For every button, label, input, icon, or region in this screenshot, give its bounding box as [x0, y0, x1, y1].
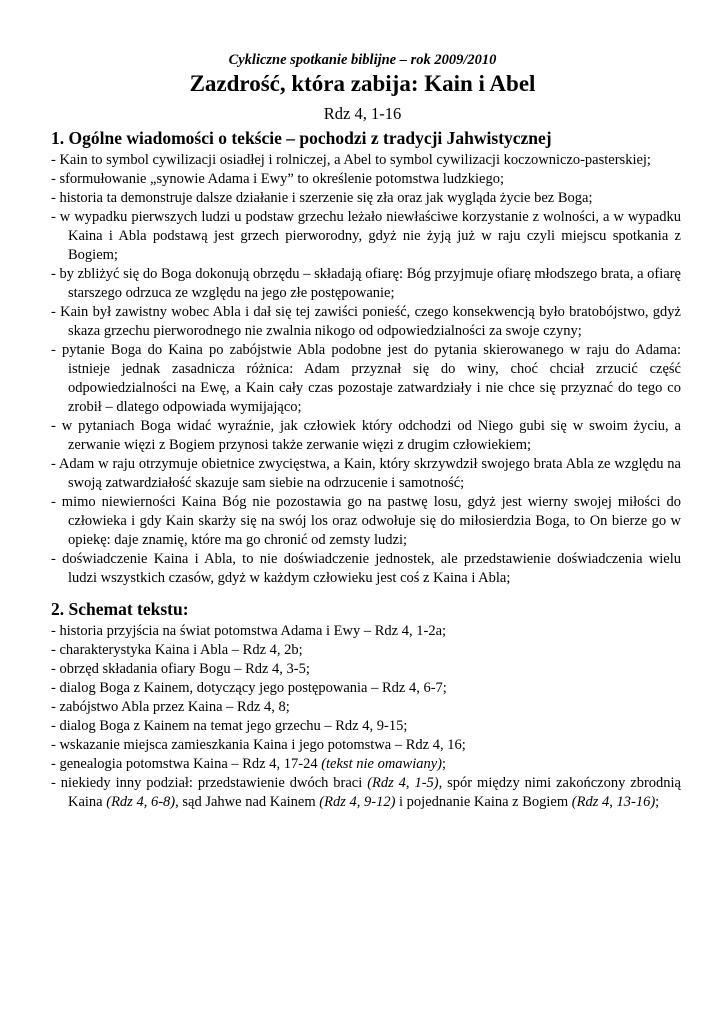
list-item: - sformułowanie „synowie Adama i Ewy” to określenie potomstwa ludzkiego; — [51, 171, 505, 187]
list-item-genealogy — [51, 755, 681, 774]
document-subtitle: Cykliczne spotkanie biblijne – rok 2009/2010 — [228, 52, 497, 68]
document-title: Zazdrość, która zabija: Kain i Abel — [189, 71, 536, 96]
scripture-reference: Rdz 4, 1-16 — [323, 104, 402, 123]
section-text-schema — [51, 598, 681, 812]
list-item: - Adam w raju otrzymuje obietnice zwycięstwa, a Kain, który skrzywdził swojego brata Abla ze względu na swoją zatwardziałość skazuje sam siebie na odrzucenie i samotność; — [51, 456, 681, 491]
item-text: i pojednanie Kaina z Bogiem — [395, 794, 572, 810]
list-item: - dialog Boga z Kainem na temat jego grzechu – Rdz 4, 9-15; — [51, 718, 408, 734]
list-item: - Kain był zawistny wobec Abla i dał się tej zawiści ponieść, czego konsekwencją było bratobójstwo, gdyż skaza grzechu pierworodnego nie zwalnia nikogo od odpowiedzialności za swoje czyny; — [51, 304, 681, 339]
item-text: - niekiedy inny podział: przedstawienie dwóch braci — [51, 775, 368, 791]
item-text: , spór między nimi zakończony zbrodnią Kaina — [68, 775, 681, 810]
bullet-list — [51, 151, 681, 588]
list-item: - dialog Boga z Kainem, dotyczący jego postępowania – Rdz 4, 6-7; — [51, 680, 447, 696]
list-item: - historia przyjścia na świat potomstwa Adama i Ewy – Rdz 4, 1-2a; — [51, 623, 447, 639]
list-item: - zabójstwo Abla przez Kaina – Rdz 4, 8; — [51, 699, 290, 715]
list-item: - mimo niewierności Kaina Bóg nie pozostawia go na pastwę losu, gdyż jest wierny swojej miłości do człowieka i gdy Kain skarży się na swój los oraz odwołuje się do miłosierdzia Boga, to On bierze go w opiekę: daje znamię, które ma go chronić od zemsty ludzi; — [51, 494, 681, 548]
list-item: - by zbliżyć się do Boga dokonują obrzędu – składają ofiarę: Bóg przyjmuje ofiarę młodszego brata, a ofiarę starszego odrzuca ze względu na jego złe postępowanie; — [51, 266, 681, 301]
item-end: ; — [442, 756, 447, 772]
item-ref: (Rdz 4, 9-12) — [319, 794, 396, 810]
list-item: - charakterystyka Kaina i Abla – Rdz 4, 2b; — [51, 642, 303, 658]
item-ref: (Rdz 4, 1-5) — [367, 775, 439, 791]
list-item: - Kain to symbol cywilizacji osiadłej i rolniczej, a Abel to symbol cywilizacji koczowniczo-pasterskiej; — [51, 152, 651, 168]
item-ref: (Rdz 4, 13-16) — [571, 794, 656, 810]
item-text: - genealogia potomstwa Kaina – Rdz 4, 17-24 — [51, 756, 322, 772]
item-note: (tekst nie omawiany) — [321, 756, 443, 772]
item-end: ; — [655, 794, 660, 810]
section-heading: 2. Schemat tekstu: — [51, 599, 189, 619]
list-item: - pytanie Boga do Kaina po zabójstwie Abla podobne jest do pytania skierowanego w raju do Adama: istnieje jednak zasadnicza różnica: Adam przyznał się do winy, choć chciał zrzucić część odpowiedzialności na Ewę, a Kain cały czas pozostaje zatwardziały i nie chce się przyznać do tego co zrobił – dlatego odpowiada wymijająco; — [51, 342, 681, 415]
list-item: - w wypadku pierwszych ludzi u podstaw grzechu leżało niewłaściwe korzystanie z wolności, a w wypadku Kaina i Abla podstawą jest grzech pierworodny, gdyż nie żyją już w raju czyli miejscu spotkania z Bogiem; — [51, 209, 681, 263]
item-ref: (Rdz 4, 6-8) — [106, 794, 176, 810]
bullet-list — [51, 622, 681, 812]
list-item-division — [51, 774, 681, 812]
item-text: , sąd Jahwe nad Kainem — [175, 794, 320, 810]
list-item: - doświadczenie Kaina i Abla, to nie doświadczenie jednostek, ale przedstawienie doświadczenia wielu ludzi wszystkich czasów, gdyż w każdym człowieku jest coś z Kaina i Abla; — [51, 551, 681, 586]
section-heading: 1. Ogólne wiadomości o tekście – pochodzi z tradycji Jahwistycznej — [51, 128, 552, 148]
list-item: - w pytaniach Boga widać wyraźnie, jak człowiek który odchodzi od Niego gubi się w swoim życiu, a zerwanie więzi z Bogiem przynosi także zerwanie więzi z drugim człowiekiem; — [51, 418, 681, 453]
section-general-info — [51, 127, 681, 588]
list-item: - wskazanie miejsca zamieszkania Kaina i jego potomstwa – Rdz 4, 16; — [51, 737, 466, 753]
list-item: - historia ta demonstruje dalsze działanie i szerzenie się zła oraz jak wygląda życie bez Boga; — [51, 190, 593, 206]
list-item: - obrzęd składania ofiary Bogu – Rdz 4, 3-5; — [51, 661, 310, 677]
